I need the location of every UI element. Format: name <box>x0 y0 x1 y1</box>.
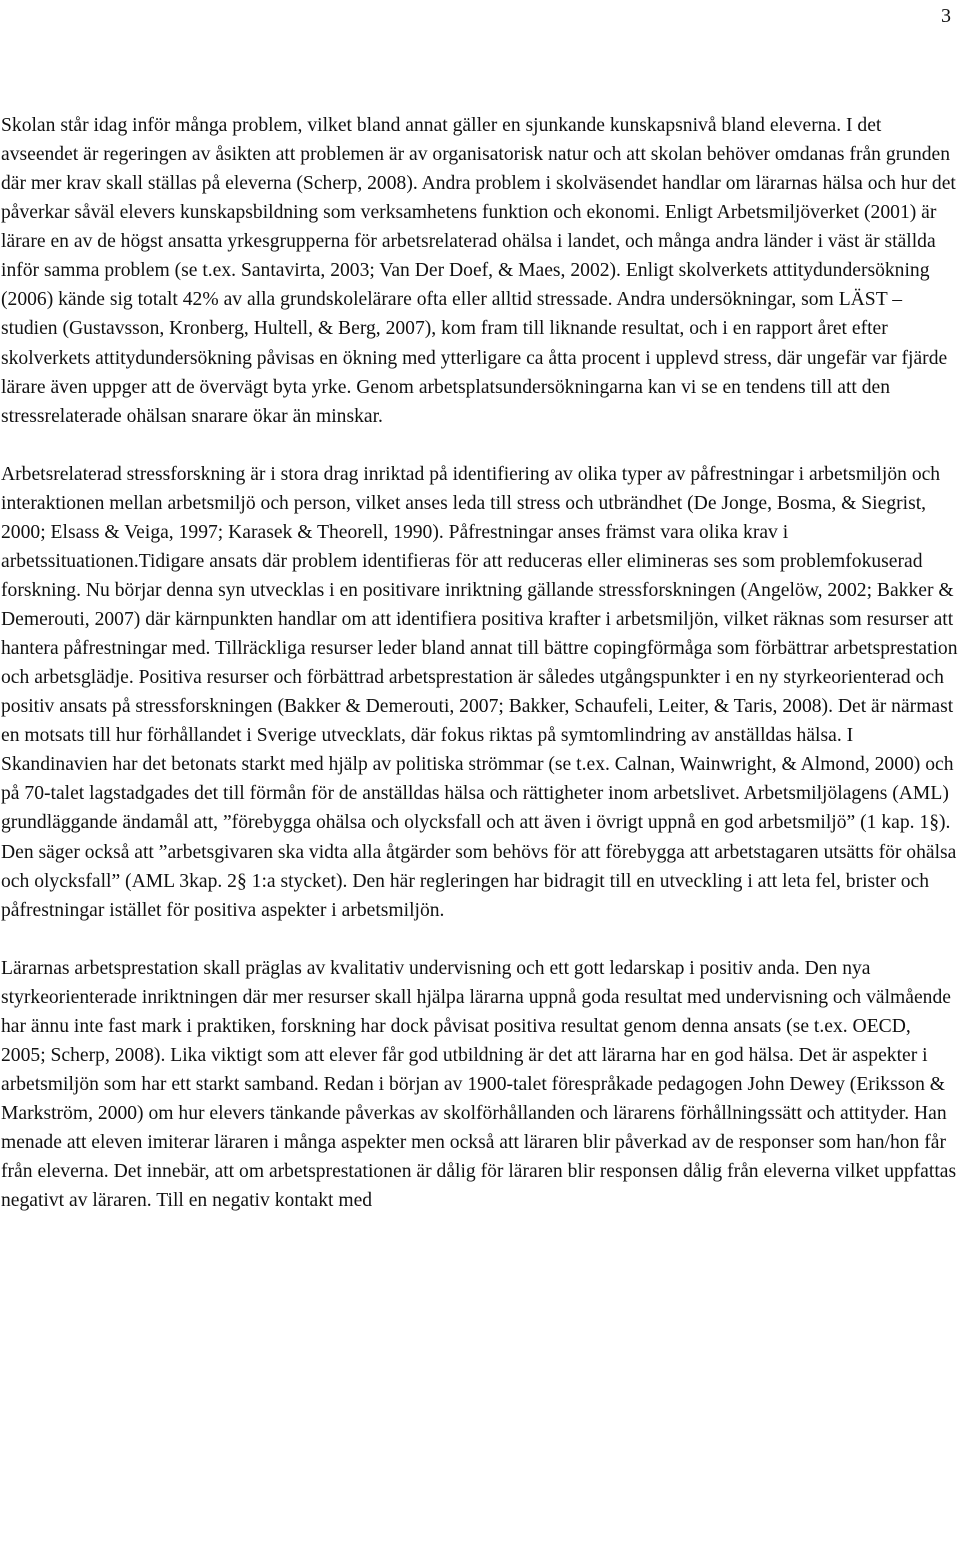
page-number: 3 <box>941 5 951 27</box>
document-body <box>1 111 958 1215</box>
paragraph-3: Lärarnas arbetsprestation skall präglas av kvalitativ undervisning och ett gott ledarskap i positiv anda. Den nya styrkeorienterade inriktningen där mer resurser skall hjälpa lärarna uppnå goda resultat med undervisning och välmående har ännu inte fast mark i praktiken, forskning har dock påvisat positiva resultat genom denna ansats (se t.ex. OECD, 2005; Scherp, 2008). Lika viktigt som att elever får god utbildning är det att lärarna har en god hälsa. Det är aspekter i arbetsmiljön som har ett starkt samband. Redan i början av 1900-talet förespråkade pedagogen John Dewey (Eriksson & Markström, 2000) om hur elevers tänkande påverkas av skolförhållanden och lärarens förhållningssätt och attityder. Han menade att eleven imiterar läraren i många aspekter men också att läraren blir påverkad av de responser som han/hon får från eleverna. Det innebär, att om arbetsprestationen är dålig för läraren blir responsen dålig från eleverna vilket uppfattas negativt av läraren. Till en negativ kontakt med <box>1 957 957 1212</box>
paragraph-1: Skolan står idag inför många problem, vilket bland annat gäller en sjunkande kunskapsnivå bland eleverna. I det avseendet är regeringen av åsikten att problemen är av organisatorisk natur och att skolan behöver omdanas från grunden där mer krav skall ställas på eleverna (Scherp, 2008). Andra problem i skolväsendet handlar om lärarnas hälsa och hur det påverkar såväl elevers kunskapsbildning som verksamhetens funktion och ekonomi. Enligt Arbetsmiljöverket (2001) är lärare en av de högst ansatta yrkesgrupperna för arbetsrelaterad ohälsa i landet, och många andra länder i väst är ställda inför samma problem (se t.ex. Santavirta, 2003; Van Der Doef, & Maes, 2002). Enligt skolverkets attitydundersökning (2006) kände sig totalt 42% av alla grundskolelärare ofta eller alltid stressade. Andra undersökningar, som LÄST – studien (Gustavsson, Kronberg, Hultell, & Berg, 2007), kom fram till liknande resultat, och i en rapport året efter skolverkets attitydundersökning påvisas en ökning med ytterligare ca åtta procent i upplevd stress, där ungefär var fjärde lärare även uppger att de övervägt byta yrke. Genom arbetsplatsundersökningarna kan vi se en tendens till att den stressrelaterade ohälsan snarare ökar än minskar. <box>1 115 956 427</box>
paragraph-2: Arbetsrelaterad stressforskning är i stora drag inriktad på identifiering av olika typer av påfrestningar i arbetsmiljön och interaktionen mellan arbetsmiljö och person, vilket anses leda till stress och utbrändhet (De Jonge, Bosma, & Siegrist, 2000; Elsass & Veiga, 1997; Karasek & Theorell, 1990). Påfrestningar anses främst vara olika krav i arbetssituationen.Tidigare ansats där problem identifieras för att reduceras eller elimineras ses som problemfokuserad forskning. Nu börjar denna syn utvecklas i en positivare inriktning gällande stressforskningen (Angelöw, 2002; Bakker & Demerouti, 2007) där kärnpunkten handlar om att identifiera positiva krafter i arbetsmiljön, vilket räknas som resurser att hantera påfrestningar med. Tillräckliga resurser leder bland annat till bättre copingförmåga som förbättrar arbetsprestation och arbetsglädje. Positiva resurser och förbättrad arbetsprestation är således utgångspunkter i en ny styrkeorienterad och positiv ansats på stressforskningen (Bakker & Demerouti, 2007; Bakker, Schaufeli, Leiter, & Taris, 2008). Det är närmast en motsats till hur förhållandet i Sverige utvecklats, där fokus riktas på symtomlindring av anställdas hälsa. I Skandinavien har det betonats starkt med hjälp av politiska strömmar (se t.ex. Calnan, Wainwright, & Almond, 2000) och på 70-talet lagstadgades det till förmån för de anställdas hälsa och rättigheter inom arbetslivet. Arbetsmiljölagens (AML) grundläggande ändamål att, ”förebygga ohälsa och olycksfall och att även i övrigt uppnå en god arbetsmiljö” (1 kap. 1§). Den säger också att ”arbetsgivaren ska vidta alla åtgärder som behövs för att förebygga att arbetstagaren utsätts för ohälsa och olycksfall” (AML 3kap. 2§ 1:a stycket). Den här regleringen har bidragit till en utveckling i att leta fel, brister och påfrestningar istället för positiva aspekter i arbetsmiljön. <box>1 463 958 921</box>
